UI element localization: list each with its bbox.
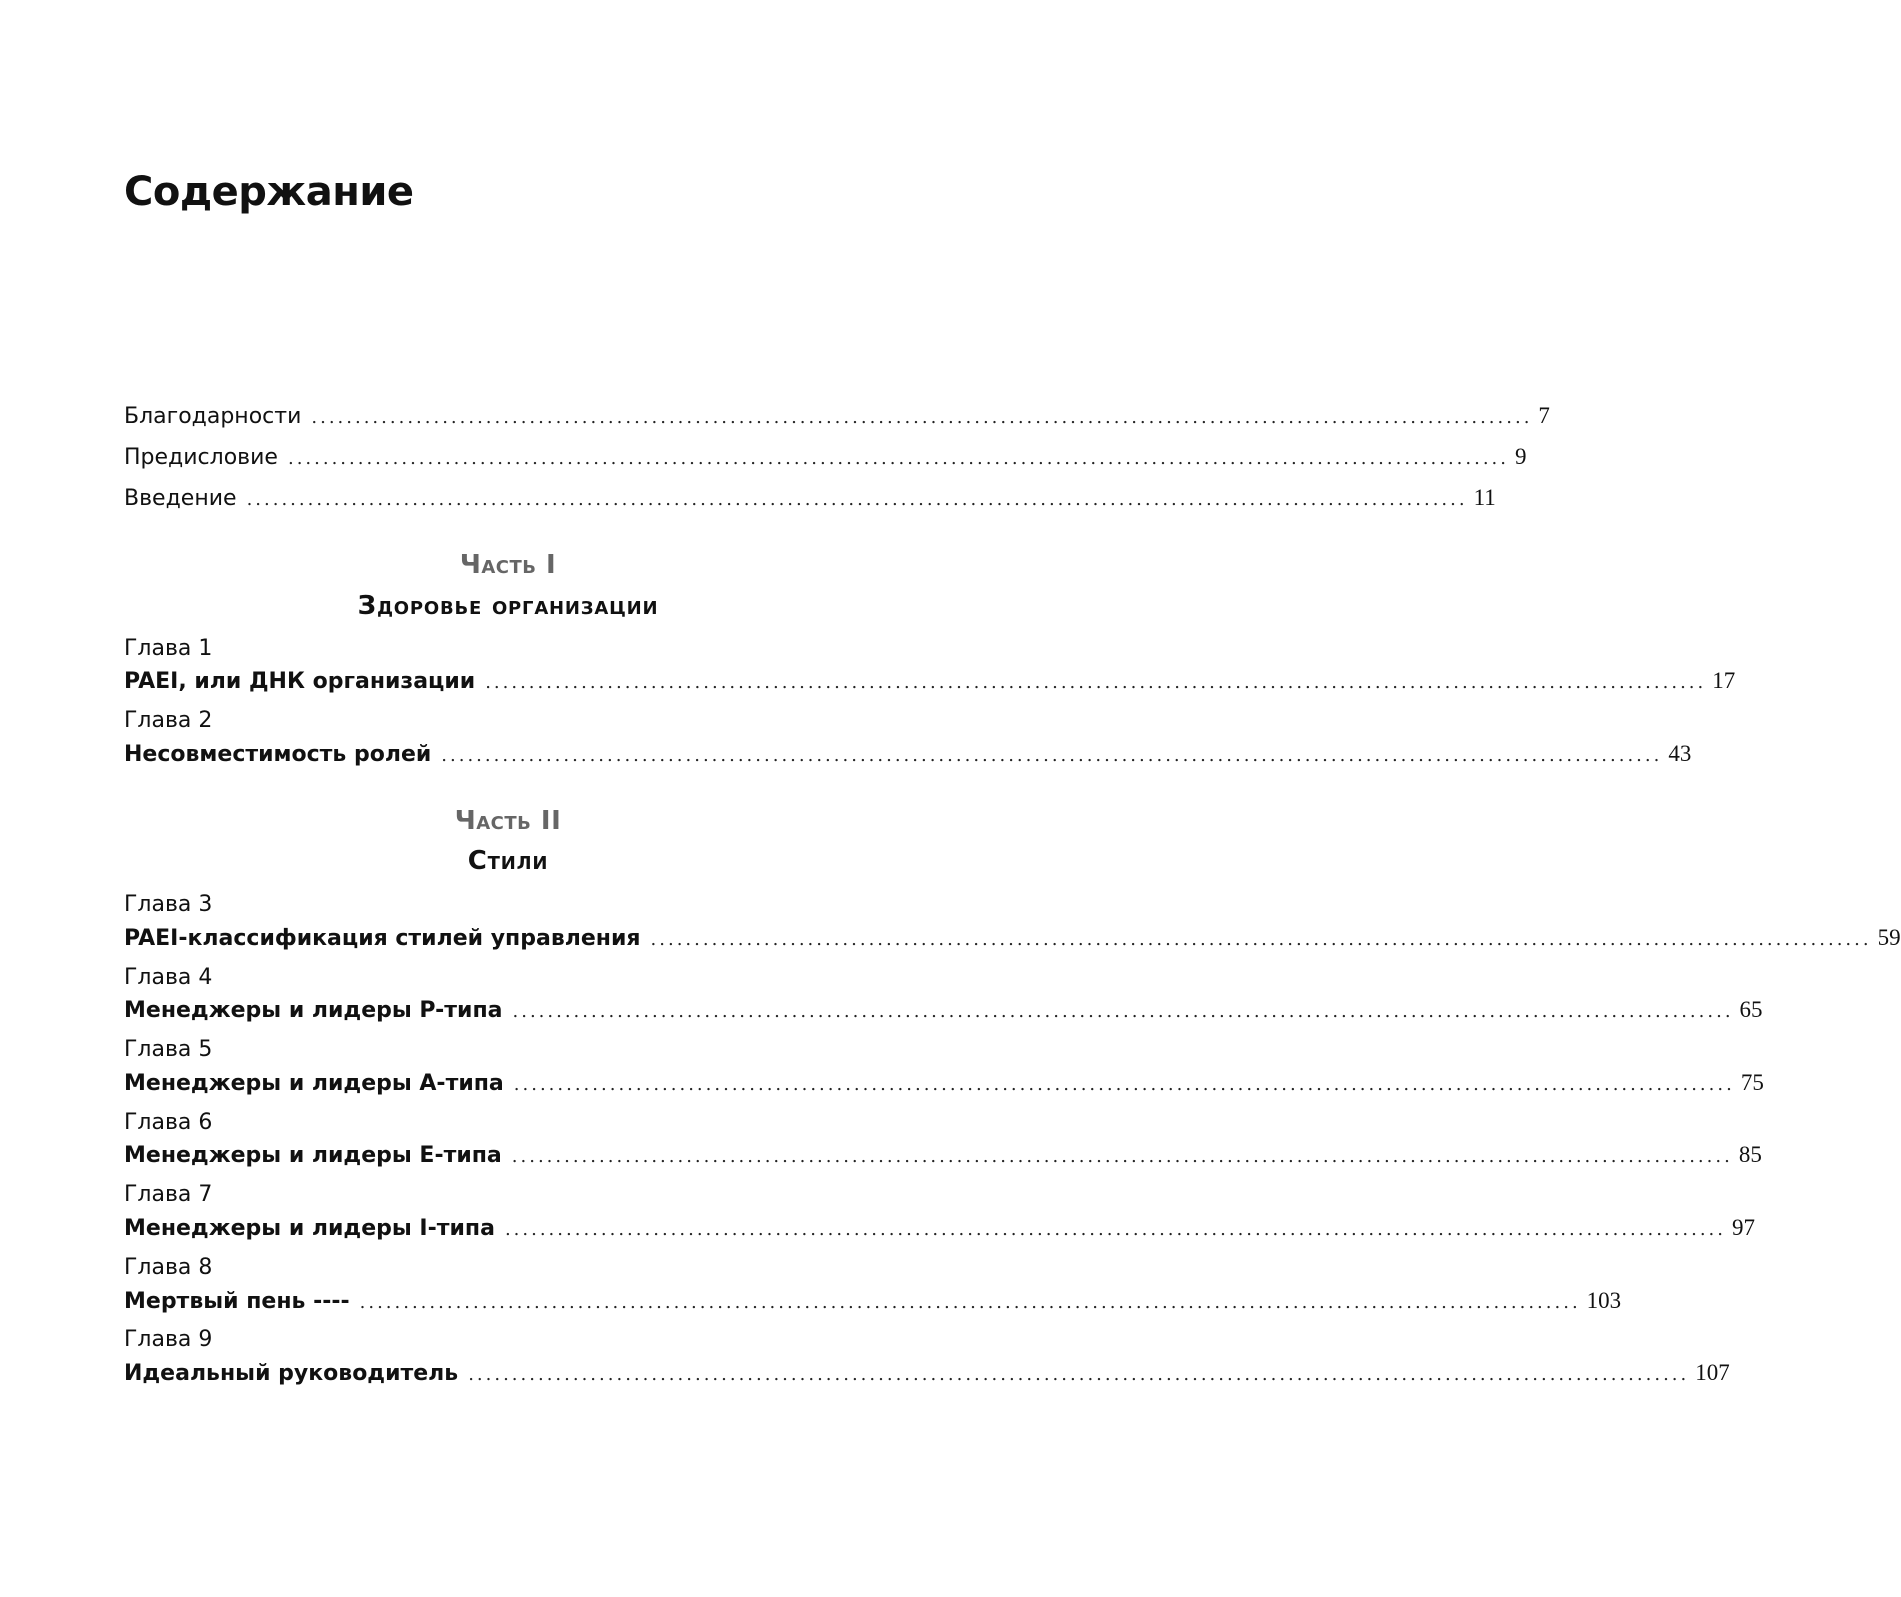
dot-leader: ............................................................................................................................................ [511,1146,1733,1167]
dot-leader: ............................................................................................................................................ [650,929,1872,950]
toc-page-number: 7 [1538,403,1550,428]
chapter-title: Мертвый пень ---- [124,1289,350,1314]
dot-leader: ............................................................................................................................................ [311,407,1533,428]
chapter-title: PAEI, или ДНК организации [124,669,476,694]
chapter-number: Глава 1 [124,636,213,661]
toc-page-number: 85 [1738,1142,1762,1167]
chapter-title: Менеджеры и лидеры I-типа [124,1216,495,1241]
toc-entry-chapter-8[interactable] [124,1288,1622,1314]
dot-leader: ............................................................................................................................................ [441,745,1663,766]
toc-page-number: 75 [1740,1070,1764,1095]
toc-entry-chapter-9[interactable] [124,1360,1730,1386]
chapter-title: Менеджеры и лидеры P-типа [124,998,503,1023]
dot-leader: ............................................................................................................................................ [504,1219,1726,1240]
toc-entry-label: Предисловие [124,445,278,470]
toc-entry-introduction[interactable] [124,485,1496,511]
toc-page-number: 103 [1586,1288,1622,1313]
chapter-title: Менеджеры и лидеры A-типа [124,1071,504,1096]
table-of-contents [124,0,1901,1597]
chapter-title: Несовместимость ролей [124,742,432,767]
toc-entry-chapter-3[interactable] [124,925,1901,951]
dot-leader: ............................................................................................................................................ [359,1292,1581,1313]
page-title: Содержание [124,169,414,215]
chapter-number: Глава 5 [124,1037,213,1062]
chapter-title: Идеальный руководитель [124,1361,459,1386]
chapter-number: Глава 4 [124,965,213,990]
toc-page-number: 11 [1473,485,1496,510]
toc-entry-acknowledgements[interactable] [124,403,1550,429]
toc-entry-preface[interactable] [124,444,1527,470]
chapter-number: Глава 2 [124,708,213,733]
part-label: Часть I [459,550,557,580]
toc-page-number: 65 [1739,997,1763,1022]
toc-page-number: 17 [1712,668,1736,693]
part-title: Стили [467,846,549,876]
toc-page-number: 97 [1732,1215,1755,1240]
toc-entry-chapter-1[interactable] [124,668,1736,694]
part-label: Часть II [454,806,562,836]
toc-entry-chapter-2[interactable] [124,741,1692,767]
toc-page-number: 107 [1695,1360,1730,1385]
chapter-number: Глава 6 [124,1110,213,1135]
dot-leader: ............................................................................................................................................ [512,1001,1734,1022]
dot-leader: ............................................................................................................................................ [513,1074,1735,1095]
chapter-number: Глава 9 [124,1327,213,1352]
toc-entry-chapter-5[interactable] [124,1070,1764,1096]
chapter-number: Глава 3 [124,892,213,917]
toc-entry-chapter-4[interactable] [124,997,1763,1023]
toc-page-number: 59 [1877,925,1901,950]
dot-leader: ............................................................................................................................................ [468,1364,1690,1385]
toc-entry-chapter-7[interactable] [124,1215,1755,1241]
chapter-number: Глава 7 [124,1182,213,1207]
dot-leader: ............................................................................................................................................ [485,672,1707,693]
chapter-title: Менеджеры и лидеры E-типа [124,1143,502,1168]
dot-leader: ............................................................................................................................................ [246,489,1468,510]
toc-entry-label: Благодарности [124,404,302,429]
toc-page-number: 43 [1668,741,1692,766]
dot-leader: ............................................................................................................................................ [287,448,1510,469]
chapter-title: PAEI-классификация стилей управления [124,926,641,951]
part-title: Здоровье организации [357,591,659,621]
toc-page-number: 9 [1515,444,1527,469]
chapter-number: Глава 8 [124,1255,213,1280]
toc-entry-label: Введение [124,486,237,511]
toc-entry-chapter-6[interactable] [124,1142,1762,1168]
